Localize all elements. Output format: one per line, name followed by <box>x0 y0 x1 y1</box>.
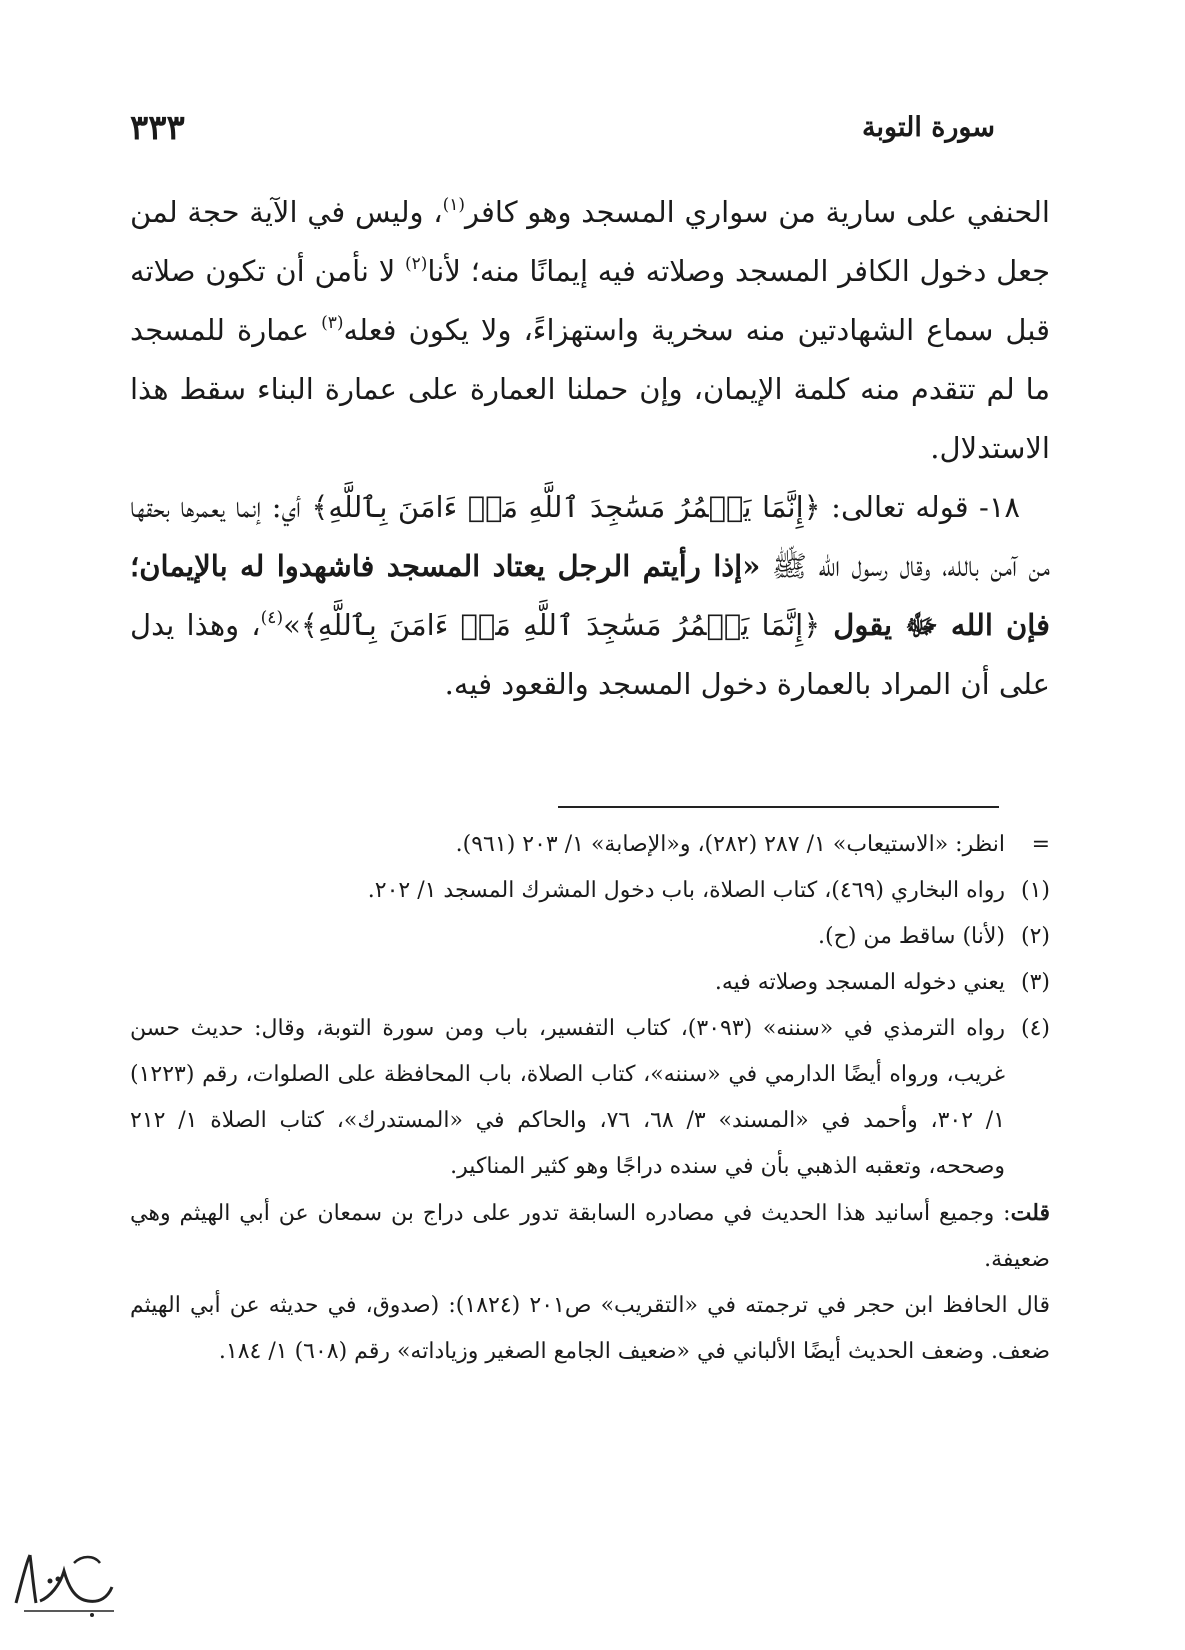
footnotes <box>130 822 1050 1375</box>
quran-verse-1: ﴿إِنَّمَا يَعۡمُرُ مَسَٰجِدَ ٱللَّهِ مَنۡ ءَامَنَ بِٱللَّهِ﴾ <box>311 490 821 524</box>
footnote-ref-4[interactable]: (٤) <box>260 608 284 628</box>
footnote-separator <box>558 806 999 808</box>
footnote-marker: (١) <box>1020 878 1050 903</box>
footnote-ref-1[interactable]: (١) <box>442 195 466 215</box>
footnote-text: انظر: «الاستيعاب» ١/ ٢٨٧ (٢٨٢)، و«الإصابة» ١/ ٢٠٣ (٩٦١). <box>455 832 1005 857</box>
qult-text: : وجميع أسانيد هذا الحديث في مصادره السابقة تدور على دراج بن سمعان عن أبي الهيثم وهي ضعيفة. <box>130 1201 1050 1272</box>
p2-text-c: » <box>283 608 301 642</box>
surah-title: سورة التوبة <box>862 112 995 143</box>
footnote-marker: = <box>1031 832 1050 857</box>
footnote-text: رواه الترمذي في «سننه» (٣٠٩٣)، كتاب التفسير، باب ومن سورة التوبة، وقال: حديث حسن غريب، ورواه أيضًا الدارمي في «سننه»، كتاب الصلاة، باب المحافظة على الصلوات، رقم (١٢٢٣) ١/ ٣٠٢، وأحمد في «المسند» ٣/ ٦٨، ٧٦، والحاكم في «المستدرك»، كتاب الصلاة ١/ ٢١٢ وصححه، وتعقبه الذهبي بأن في سنده دراجًا وهو كثير المناكير. <box>130 1016 1006 1179</box>
footnote-2 <box>130 914 1050 960</box>
commentary-qult <box>130 1190 1050 1283</box>
p1-text-a: الحنفي على سارية من سواري المسجد وهو كافر <box>465 195 1050 229</box>
paragraph-2 <box>130 478 1050 714</box>
footnote-marker: (٢) <box>1020 924 1050 949</box>
footnote-ref-3[interactable]: (٣) <box>321 313 344 333</box>
qult-label: قلت <box>1010 1200 1050 1226</box>
footnote-1 <box>130 868 1050 914</box>
footnote-marker: (٣) <box>1020 970 1050 995</box>
footnote-continued <box>130 822 1050 868</box>
footnote-text: يعني دخوله المسجد وصلاته فيه. <box>714 970 1005 995</box>
quran-verse-2: ﴿إِنَّمَا يَعۡمُرُ مَسَٰجِدَ ٱللَّهِ مَنۡ ءَامَنَ بِٱللَّهِ﴾ <box>300 608 821 642</box>
paragraph-1 <box>130 183 1050 478</box>
footnote-marker: (٤) <box>1020 1016 1050 1041</box>
p1-text-d: عمارة للمسجد ما لم تتقدم منه كلمة الإيمان، وإن حملنا العمارة على عمارة البناء سقط هذا الاستدلال. <box>130 313 1050 465</box>
p2-text-d: ، وهذا يدل على أن المراد بالعمارة دخول المسجد والقعود فيه. <box>130 608 1050 701</box>
p2-text-a: ١٨- قوله تعالى: <box>820 490 1021 524</box>
hadith-text: «إذا رأيتم الرجل يعتاد المسجد فاشهدوا له بالإيمان؛ فإن الله ﷻ يقول <box>130 549 1050 642</box>
p2-text-b: أي: إنما يعمرها بحقها من آمن بالله، وقال رسول الله ﷺ <box>130 490 1050 583</box>
page-header <box>130 108 995 158</box>
page-number: ٣٣٣ <box>130 108 185 148</box>
footnote-ref-2[interactable]: (٢) <box>405 254 428 274</box>
footnote-text: (لأنا) ساقط من (ح). <box>818 924 1005 949</box>
publisher-stamp-logo <box>4 1541 124 1621</box>
p1-text-c: لا نأمن أن تكون صلاته قبل سماع الشهادتين منه سخرية واستهزاءً، ولا يكون فعله <box>130 254 1051 347</box>
commentary-final: قال الحافظ ابن حجر في ترجمته في «التقريب» ص٢٠١ (١٨٢٤): (صدوق، في حديثه عن أبي الهيثم ضعف. وضعف الحديث أيضًا الألباني في «ضعيف الجامع الصغير وزياداته» رقم (٦٠٨) ١/ ١٨٤. <box>130 1293 1050 1364</box>
footnote-4 <box>130 1006 1050 1190</box>
p1-text-b: ، وليس في الآية حجة لمن جعل دخول الكافر المسجد وصلاته فيه إيمانًا منه؛ لأنا <box>130 195 1050 288</box>
footnote-text: رواه البخاري (٤٦٩)، كتاب الصلاة، باب دخول المشرك المسجد ١/ ٢٠٢. <box>367 878 1005 903</box>
main-text <box>130 183 1050 714</box>
footnote-3 <box>130 960 1050 1006</box>
